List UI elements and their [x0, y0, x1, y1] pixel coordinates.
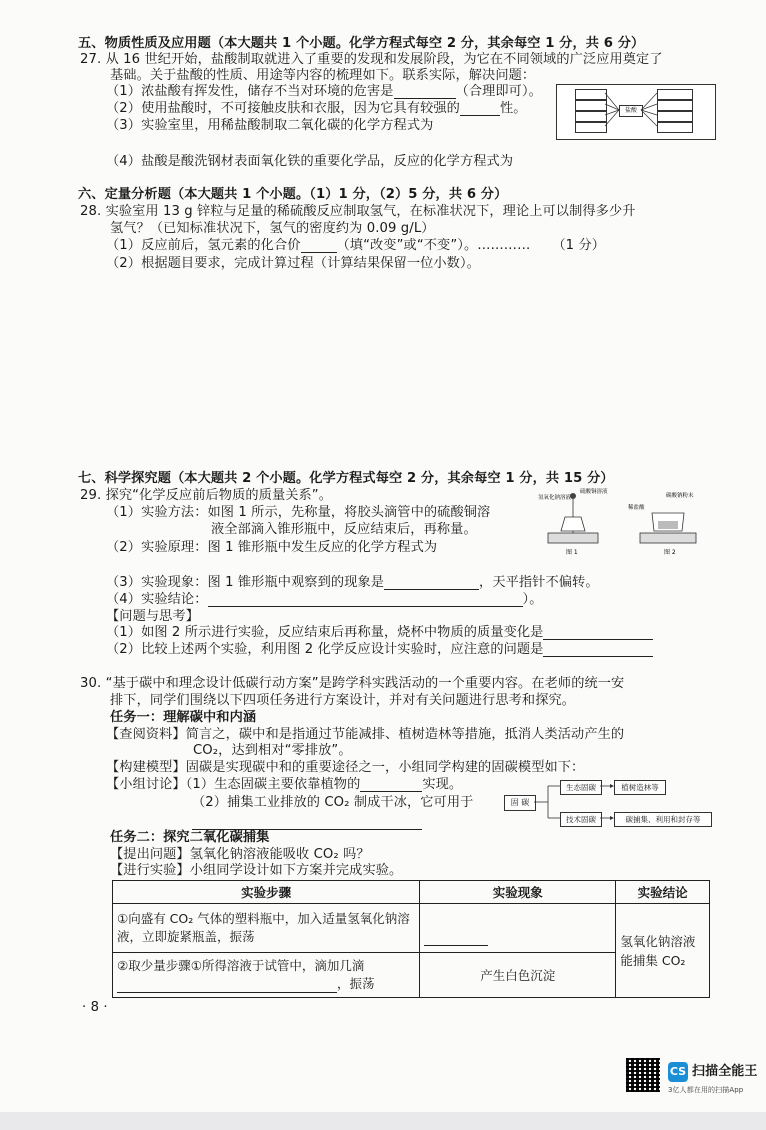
answer-blank[interactable]: [460, 103, 500, 116]
fig2-label-b: 碳酸钠粉末: [666, 493, 694, 499]
q27-item3: （3）实验室里，用稀盐酸制取二氧化碳的化学方程式为: [106, 118, 434, 133]
q27-line1: 27. 从 16 世纪开始，盐酸制取就进入了重要的发现和发展阶段，为它在不同领域的广泛应用奠定了: [80, 52, 663, 67]
section7-heading: 七、科学探究题（本大题共 2 个小题。化学方程式每空 2 分，其余每空 1 分，共 15 分）: [78, 471, 614, 486]
q30-line1: 30. “基于碳中和理念设计低碳行动方案”是跨学科实践活动的一个重要内容。在老师的统一安: [80, 676, 625, 691]
q30-line2: 排下，同学们围绕以下四项任务进行方案设计，并对有关问题进行思考和探究。: [110, 693, 576, 708]
discuss-line-a: 【小组讨论】（1）生态固碳主要依靠植物的 实现。: [106, 777, 463, 792]
diagram-connectors: [557, 85, 715, 139]
header-step: 实验步骤: [113, 881, 420, 904]
row1-phenomenon[interactable]: [420, 904, 616, 953]
q27-item4: （4）盐酸是酸洗钢材表面氧化铁的重要化学品，反应的化学方程式为: [106, 154, 514, 169]
answer-blank[interactable]: [424, 933, 488, 946]
model-eco-example: 植树造林等: [614, 780, 666, 795]
fig2-label-a: 稀盐酸: [628, 505, 645, 511]
q29-think1: （1）如图 2 所示进行实验，反应结束后再称量，烧杯中物质的质量变化是: [106, 625, 653, 640]
experiment-table: [112, 880, 710, 998]
answer-blank[interactable]: [301, 240, 337, 253]
answer-blank[interactable]: [117, 980, 337, 993]
model-line: 【构建模型】固碳是实现碳中和的重要途径之一，小组同学构建的固碳模型如下：: [106, 760, 585, 775]
page-number: · 8 ·: [82, 1000, 108, 1015]
header-conclusion: 实验结论: [616, 881, 710, 904]
answer-blank[interactable]: [360, 779, 422, 792]
answer-blank[interactable]: [463, 594, 523, 607]
q28-line1: 28. 实验室用 13 g 锌粒与足量的稀硫酸反应制取氢气，在标准状况下，理论上可以制得多少升: [80, 204, 636, 219]
section5-heading: 五、物质性质及应用题（本大题共 1 个小题。化学方程式每空 2 分，其余每空 1 分，共 6 分）: [78, 36, 645, 51]
carbon-fixation-model: [504, 778, 714, 828]
row2-step: ②取少量步骤①所得溶液于试管中，滴加几滴 ，振荡: [113, 953, 420, 998]
q28-item2: （2）根据题目要求，完成计算过程（计算结果保留一位小数）。: [106, 256, 480, 271]
q29-item1b: 液全部滴入锥形瓶中，反应结束后，再称量。: [211, 522, 477, 537]
model-tech-example: 碳捕集、利用和封存等: [614, 812, 712, 827]
q27-item1: （1）浓盐酸有挥发性，储存不当对环境的危害是 （合理即可）。: [106, 84, 542, 99]
model-root: 固 碳: [504, 795, 536, 811]
task2-heading: 任务二：探究二氧化碳捕集: [110, 830, 270, 845]
figure2-balance: [640, 513, 696, 543]
task1-heading: 任务一：理解碳中和内涵: [110, 710, 257, 725]
answer-blank[interactable]: [394, 86, 456, 99]
q28-line2: 氢气？（已知标准状况下，氢气的密度约为 0.09 g/L）: [110, 221, 435, 236]
discuss-line-b: （2）捕集工业排放的 CO₂ 制成干冰，它可用于: [192, 795, 474, 810]
lookup-line-b: CO₂，达到相对“零排放”。: [193, 743, 352, 758]
section6-heading: 六、定量分析题（本大题共 1 个小题。（1）1 分，（2）5 分，共 6 分）: [78, 187, 508, 202]
camscanner-logo-icon: CS: [668, 1062, 688, 1082]
q29-item2: （2）实验原理：图 1 锥形瓶中发生反应的化学方程式为: [106, 540, 438, 555]
fig1-label-a: 氢氧化钠溶液: [538, 495, 572, 501]
experiment-line: 【进行实验】小组同学设计如下方案并完成实验。: [110, 863, 403, 878]
header-phenomenon: 实验现象: [420, 881, 616, 904]
model-tech: 技术固碳: [560, 812, 602, 827]
table-row: [113, 904, 710, 953]
q29-think2: （2）比较上述两个实验，利用图 2 化学反应设计实验时，应注意的问题是: [106, 642, 653, 657]
answer-blank[interactable]: [384, 577, 479, 590]
q29-item1a: （1）实验方法：如图 1 所示，先称量，将胶头滴管中的硫酸铜溶: [106, 505, 491, 520]
qr-code-icon: [626, 1058, 660, 1092]
fig2-caption: 图 2: [664, 549, 676, 556]
bottom-strip: [0, 1112, 766, 1130]
q28-item1: （1）反应前后，氢元素的化合价 （填“改变”或“不变”）。………… （1 分）: [106, 238, 606, 253]
conclusion-cell: 氢氧化钠溶液能捕集 CO₂: [616, 904, 710, 998]
q29-title: 29. 探究“化学反应前后物质的质量关系”。: [80, 488, 333, 503]
answer-blank[interactable]: [192, 817, 422, 830]
q29-think: 【问题与思考】: [106, 609, 200, 624]
row1-step: ①向盛有 CO₂ 气体的塑料瓶中，加入适量氢氧化钠溶液，立即旋紧瓶盖，振荡: [113, 904, 420, 953]
model-arrows: [504, 778, 714, 828]
q27-item2: （2）使用盐酸时，不可接触皮肤和衣服，因为它具有较强的 性。: [106, 101, 527, 116]
q29-item4: （4）实验结论： ）。: [106, 592, 543, 607]
row2-phenomenon: 产生白色沉淀: [420, 953, 616, 998]
table-header-row: [113, 881, 710, 904]
hydrochloric-acid-diagram: [556, 84, 716, 140]
model-eco: 生态固碳: [560, 780, 602, 795]
q29-figures: [528, 487, 706, 557]
lookup-line-a: 【查阅资料】简言之，碳中和是指通过节能减排、植树造林等措施，抵消人类活动产生的: [106, 727, 625, 742]
diagram-center: 盐酸: [619, 105, 643, 117]
answer-blank[interactable]: [208, 594, 463, 607]
q27-line2: 基础。关于盐酸的性质、用途等内容的梳理如下。联系实际，解决问题：: [110, 68, 536, 83]
fig1-caption: 图 1: [566, 549, 578, 556]
fig1-label-b: 硫酸铜溶液: [580, 489, 608, 495]
answer-blank[interactable]: [543, 644, 653, 657]
brand-tagline: 3亿人都在用的扫描App: [668, 1086, 744, 1094]
question-line: 【提出问题】氢氧化钠溶液能吸收 CO₂ 吗？: [110, 847, 370, 862]
brand-name: 扫描全能王: [692, 1064, 758, 1079]
q29-item3: （3）实验现象：图 1 锥形瓶中观察到的现象是 ，天平指针不偏转。: [106, 575, 599, 590]
answer-blank[interactable]: [543, 627, 653, 640]
